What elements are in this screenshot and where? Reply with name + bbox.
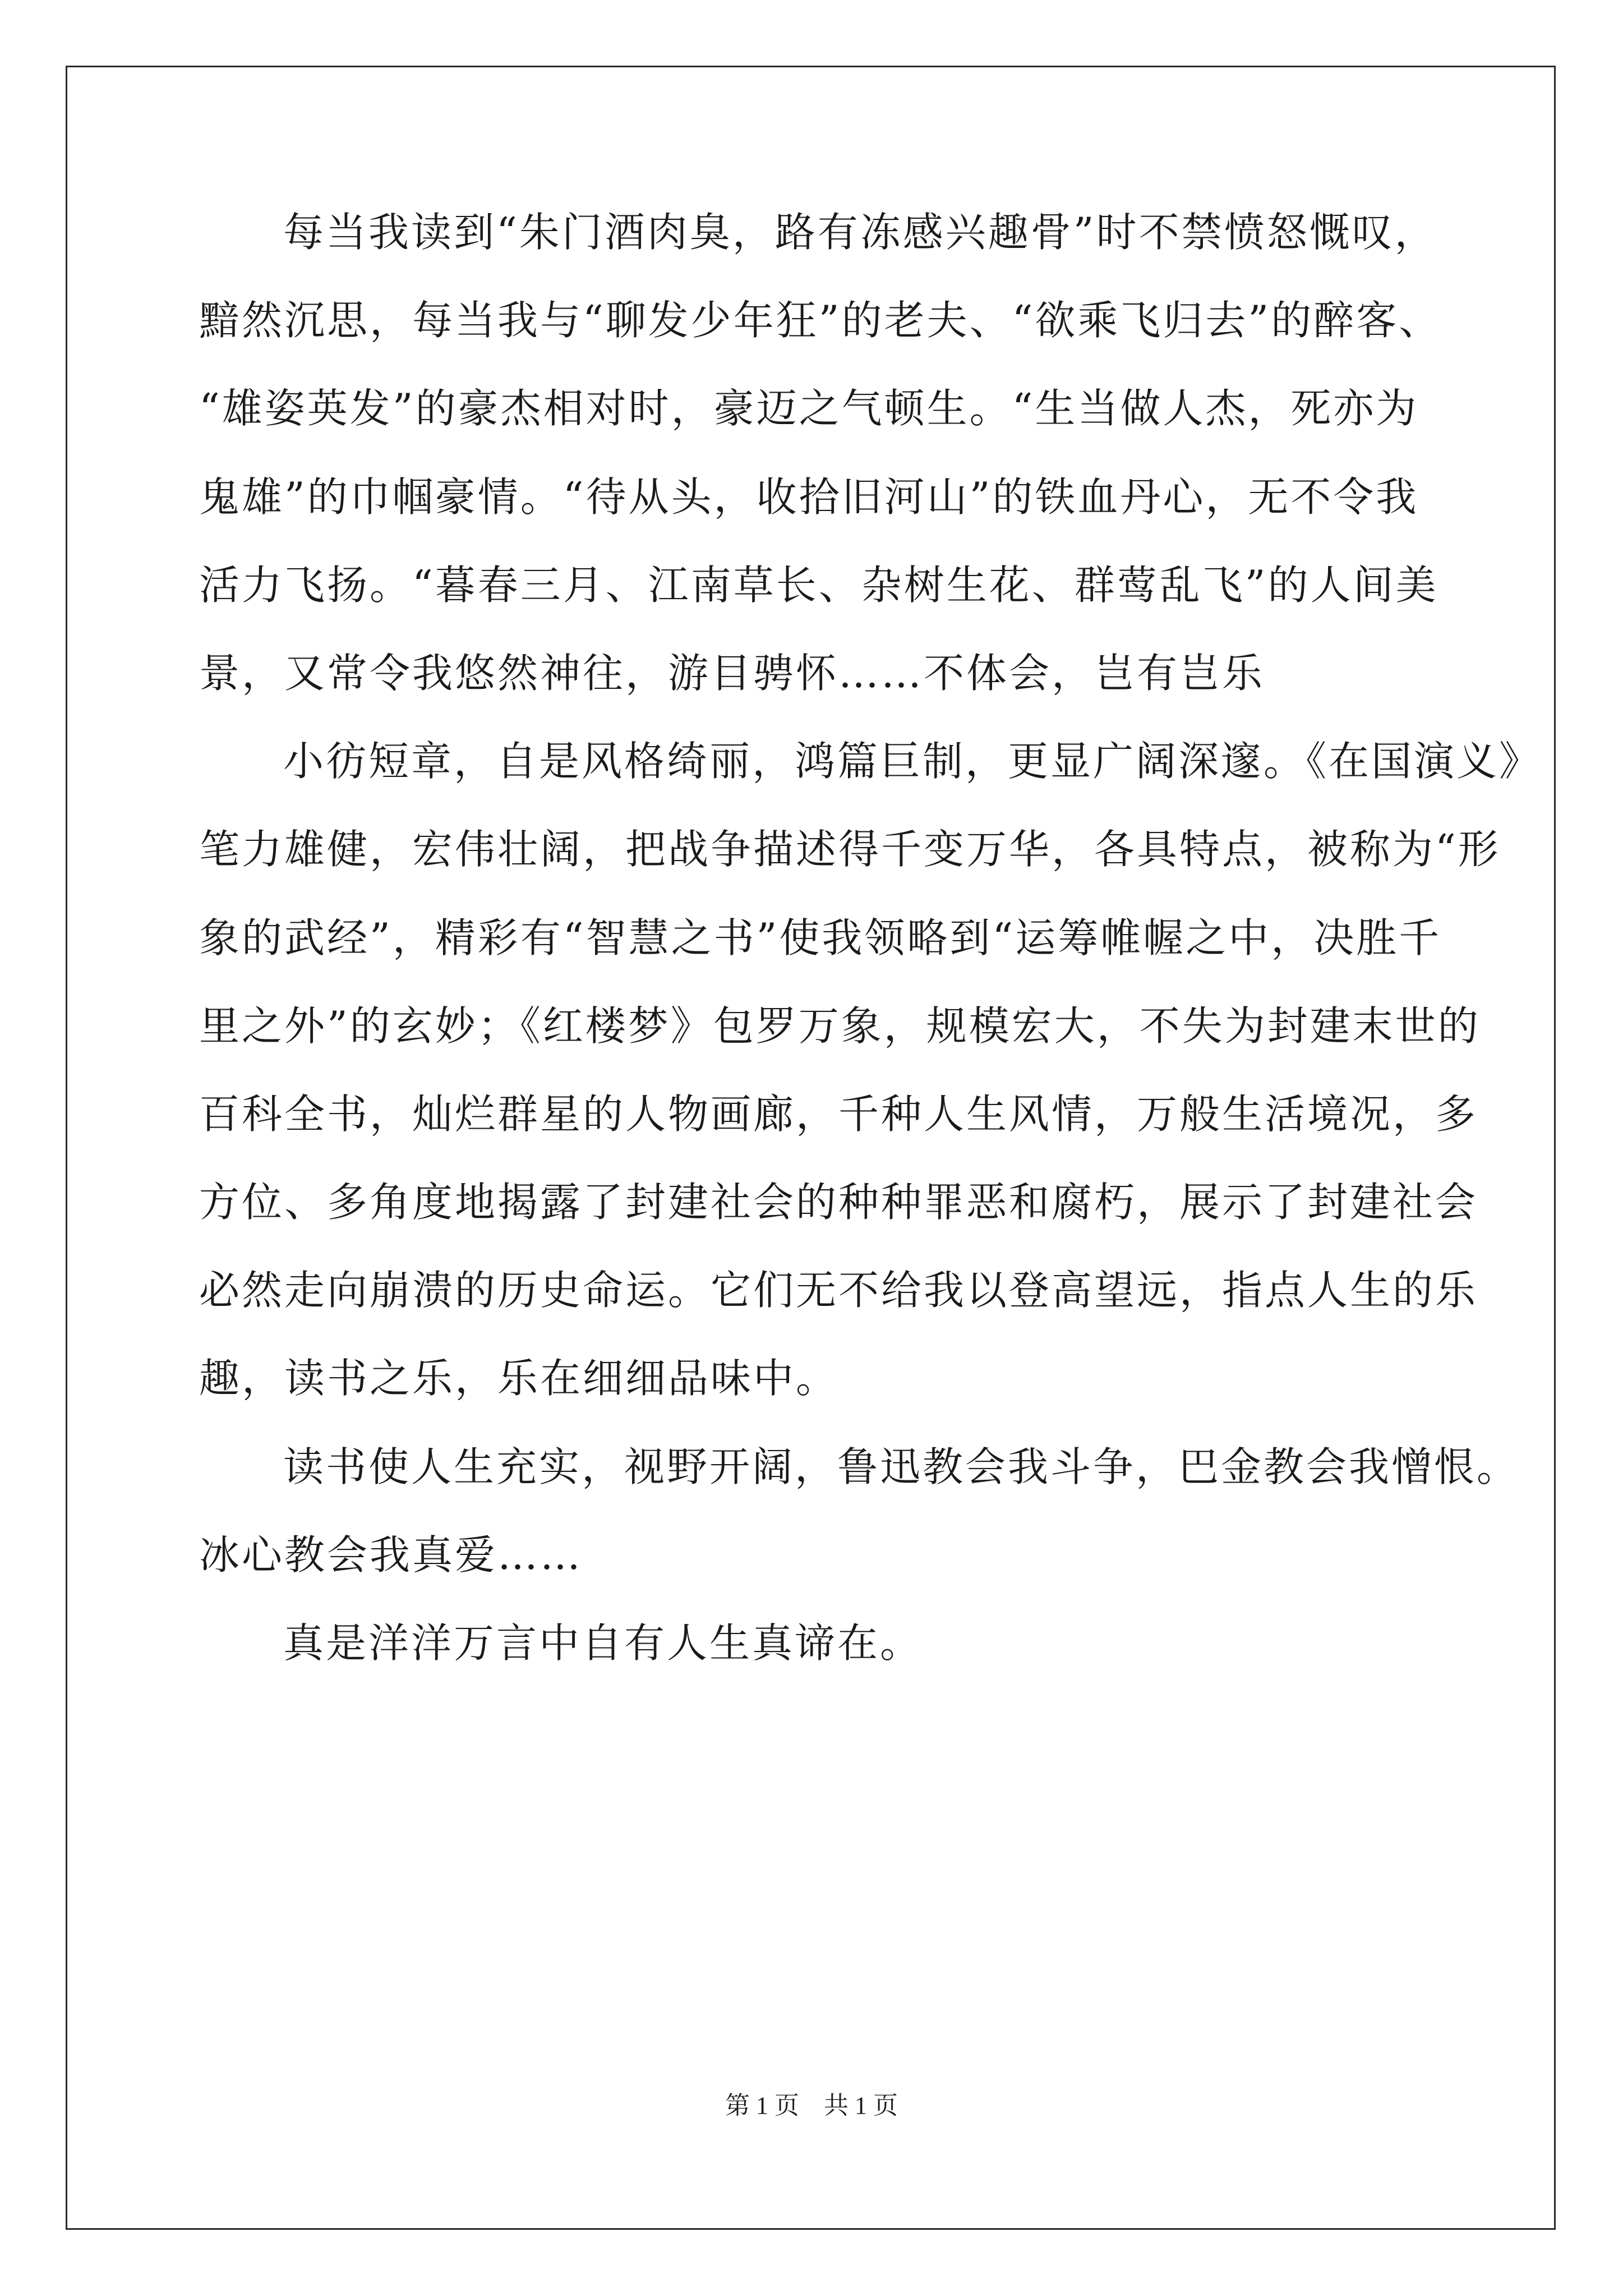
text-line: 真是洋洋万言中自有人生真谛在。 bbox=[283, 1619, 923, 1667]
text-line: 里之外”的玄妙；《红楼梦》包罗万象，规模宏大，不失为封建末世的 bbox=[199, 1002, 1481, 1050]
text-line: 景，又常令我悠然神往，游目骋怀……不体会，岂有岂乐 bbox=[199, 650, 1265, 697]
text-line: 冰心教会我真爱…… bbox=[199, 1531, 583, 1579]
text-line: 笔力雄健，宏伟壮阔，把战争描述得千变万华，各具特点，被称为“形 bbox=[199, 826, 1501, 873]
text-line: 读书使人生充实，视野开阔，鲁迅教会我斗争，巴金教会我憎恨。 bbox=[283, 1443, 1520, 1490]
text-line: 趣，读书之乐，乐在细细品味中。 bbox=[199, 1355, 839, 1402]
text-line: 必然走向崩溃的历史命运。它们无不给我以登高望远，指点人生的乐 bbox=[199, 1267, 1478, 1314]
text-line: “雄姿英发”的豪杰相对时，豪迈之气顿生。“生当做人杰，死亦为 bbox=[199, 385, 1419, 432]
text-line: 方位、多角度地揭露了封建社会的种种罪恶和腐朽，展示了封建社会 bbox=[199, 1179, 1478, 1226]
text-line: 活力飞扬。“暮春三月、江南草长、杂树生花、群莺乱飞”的人间美 bbox=[199, 562, 1438, 609]
text-line: 黯然沉思，每当我与“聊发少年狂”的老夫、“欲乘飞归去”的醉客、 bbox=[199, 297, 1442, 344]
text-line: 小彷短章，自是风格绮丽，鸿篇巨制，更显广阔深邃。《在国演义》 bbox=[283, 738, 1542, 785]
text-line: 象的武经”，精彩有“智慧之书”使我领略到“运筹帷幄之中，决胜千 bbox=[199, 914, 1442, 961]
text-line: 每当我读到“朱门酒肉臭，路有冻感兴趣骨”时不禁愤怒慨叹， bbox=[283, 209, 1437, 256]
page-number-footer: 第 1 页 共 1 页 bbox=[725, 2092, 898, 2119]
text-line: 鬼雄”的巾帼豪情。“待从头，收拾旧河山”的铁血丹心，无不令我 bbox=[199, 473, 1419, 521]
text-line: 百科全书，灿烂群星的人物画廊，千种人生风情，万般生活境况，多 bbox=[199, 1091, 1478, 1138]
